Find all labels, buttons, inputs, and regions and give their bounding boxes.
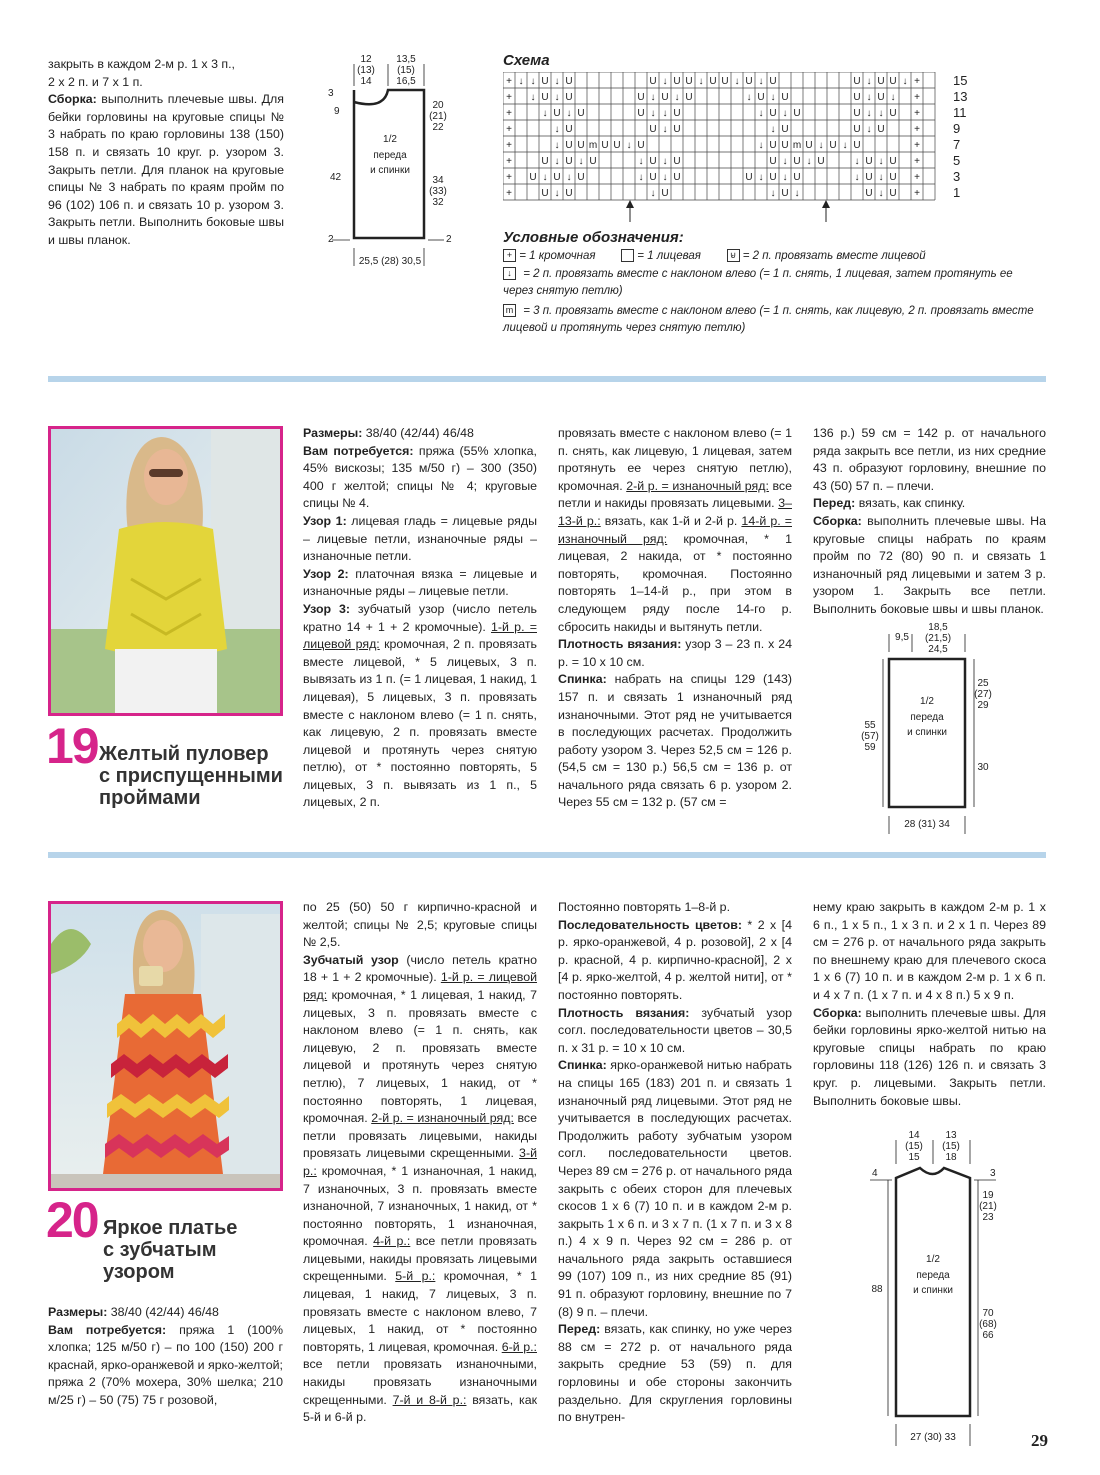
center-label: переда <box>916 1270 950 1281</box>
legend-row <box>503 303 1043 338</box>
center-label: и спинки <box>907 727 947 738</box>
scheme-title: Схема <box>503 52 550 69</box>
chart-cell-symbol: U <box>865 156 873 167</box>
center-label: переда <box>910 712 944 723</box>
chart-cell-symbol: U <box>565 92 573 103</box>
chart-cell-symbol: U <box>721 76 729 87</box>
rich-paragraph: Размеры: 38/40 (42/44) 46/48 Вам потребуется: пряжа 1 (100% хлопка; 125 м/50 г) – по 100 (150) 200 г краснай, ярко-оранжевой и ярко-желтой; пряжа 2 (70% мохера, 30% шелка; 210 м/25 г) – 50 (75) 75 г розовой, <box>48 1305 284 1407</box>
center-label: 1/2 <box>383 134 397 145</box>
dim-label: (15) <box>397 65 415 76</box>
repeat-arrow-icon <box>626 200 634 208</box>
chart-cell-symbol: ↓ <box>878 156 884 167</box>
chart-cell-symbol: ↓ <box>662 172 668 183</box>
rich-paragraph: нему краю закрыть в каждом 2-м р. 1 х 6 п., 1 х 5 п., 1 х 3 п. и 2 х 1 п. Через 89 см = 276 р. от начального ряда закрыть по внешнему краю для плечевого скоса 1 х 6 (7) 10 п. и в каждом 2-м р. 1 х 6 п. и 4 х 7 п. (1 х 7 п. и 4 х 8 п.) 5 х 9 п. Сборка: выполнить плечевые швы. Для бейки горловины ярко-желтой нитью на круговые спицы набрать по краю горловины 118 (126) 126 п. и связать 3 круг. р. лицевыми. Закрыть петли. Выполнить боковые швы. <box>813 900 1046 1108</box>
knitting-chart <box>503 72 973 222</box>
chart-cell-symbol: ↓ <box>794 188 800 199</box>
title-line: проймами <box>99 787 201 809</box>
dim-label: 19 <box>982 1190 994 1201</box>
chart-cell-symbol: ↓ <box>770 92 776 103</box>
chart-cell-symbol: U <box>673 108 681 119</box>
chart-cell-symbol: ↓ <box>638 172 644 183</box>
chart-cell-symbol: U <box>577 108 585 119</box>
chart-cell-symbol: U <box>853 92 861 103</box>
center-label: 1/2 <box>920 696 934 707</box>
dim-label: 18,5 <box>928 622 948 633</box>
chart-cell-symbol: ↓ <box>542 172 548 183</box>
chart-cell-symbol: U <box>685 92 693 103</box>
item-title <box>99 743 283 809</box>
chart-cell-symbol: ↓ <box>626 140 632 151</box>
chart-cell-symbol: ↓ <box>746 92 752 103</box>
page-number: 29 <box>1031 1430 1048 1450</box>
row-number: 9 <box>953 121 961 136</box>
item20-column-3 <box>813 899 1046 1110</box>
chart-cell-symbol: + <box>914 172 920 183</box>
chart-cell-symbol: ↓ <box>758 108 764 119</box>
chart-cell-symbol: ↓ <box>866 124 872 135</box>
chart-cell-symbol: + <box>914 140 920 151</box>
top-text-column <box>48 56 284 250</box>
rich-paragraph: 136 р.) 59 см = 142 р. от начального ряда закрыть все петли, из них средние 43 п. образуют горловину, внешние по 43 (50) 57 п. – плечи. Перед: вязать, как спинку. Сборка: выполнить плечевые швы. На круговые спицы набрать по краям пройм по 72 (80) 90 п. и связать 1 изнаночный ряд лицевыми и затем 3 р. узором 1. Закрыть все петли. Выполнить боковые швы и швы планок. <box>813 426 1046 616</box>
row-number: 5 <box>953 153 961 168</box>
row-number: 15 <box>953 73 968 88</box>
rich-paragraph: по 25 (50) 50 г кирпично-красной и желтой; спицы № 2,5; круговые спицы № 2,5. Зубчатый узор (число петель кратно 18 + 1 + 2 кромочные). 1-й р. = лицевой ряд: кромочная, * 1 лицевая, 1 накид, 7 лицевых, 3 п. провязать вместе с наклоном влево (= 1 п. снять, как лицевую, 2 п. провязать вместе лицевой и протянуть через снятую петлю), 7 лицевых, 1 накид, от * постоянно повторять, 1 лицевая, кромочная. 2-й р. = изнаночный ряд: все петли провязать лицевыми, накиды провязать лицевыми скрещенными. 3-й р.: кромочная, * 1 изнаночная, 1 накид, 7 изнаночных, 3 п. провязать вместе изнаночной, 7 изнаночных, 1 накид, от * постоянно повторять, 1 изнаночная, кромочная. 4-й р.: все петли провязать лицевыми, накиды провязать лицевыми скрещенными. 5-й р.: кромочная, * 1 лицевая, 1 накид, 7 лицевых, 3 п. провязать вместе с наклоном влево, 7 лицевых, 1 накид, от * постоянно повторять, 1 лицевая, кромочная. 6-й р.: все петли провязать изнаночными, накиды провязать изнаночными скрещенными. 7-й и 8-й р.: вязать, как 5-й и 6-й р. <box>303 900 538 1425</box>
dim-label: 25 <box>977 678 989 689</box>
chart-cell-symbol: U <box>889 76 897 87</box>
dim-label: (21) <box>429 111 447 122</box>
legend-text: = 2 п. провязать вместе лицевой <box>742 250 926 262</box>
dim-label: 14 <box>360 76 372 87</box>
dim-label: 2 <box>446 234 452 245</box>
knit-symbol-icon <box>621 249 634 262</box>
item19-column-2 <box>558 425 792 812</box>
chart-cell-symbol: ↓ <box>818 140 824 151</box>
item20-column-1 <box>303 899 537 1427</box>
dim-label: 14 <box>908 1130 920 1141</box>
chart-cell-symbol: ↓ <box>542 108 548 119</box>
chart-cell-symbol: U <box>529 172 537 183</box>
chart-cell-symbol: U <box>889 172 897 183</box>
item-title <box>103 1217 237 1283</box>
chart-cell-symbol: U <box>769 108 777 119</box>
dim-label: 59 <box>864 742 876 753</box>
chart-cell-symbol: ↓ <box>770 188 776 199</box>
dim-label: (21) <box>979 1201 997 1212</box>
chart-cell-symbol: U <box>793 108 801 119</box>
chart-cell-symbol: U <box>541 156 549 167</box>
chart-cell-symbol: U <box>661 188 669 199</box>
dim-label: 13,5 <box>396 54 416 65</box>
chart-cell-symbol: + <box>914 108 920 119</box>
chart-cell-symbol: U <box>853 108 861 119</box>
chart-cell-symbol: ↓ <box>770 124 776 135</box>
chart-cell-symbol: U <box>853 140 861 151</box>
chart-cell-symbol: U <box>649 156 657 167</box>
ssk-symbol-icon: ↓ <box>503 267 516 280</box>
center-label: и спинки <box>913 1285 953 1296</box>
dim-label: (33) <box>429 186 447 197</box>
product-photo-yellow-pullover <box>48 426 283 716</box>
dim-label: 32 <box>432 197 444 208</box>
dim-label: 20 <box>432 100 444 111</box>
chart-cell-symbol: ↓ <box>662 124 668 135</box>
chart-cell-symbol: U <box>565 140 573 151</box>
chart-cell-symbol: U <box>637 92 645 103</box>
sk2p-symbol-icon: m <box>503 304 516 317</box>
chart-cell-symbol: ↓ <box>782 156 788 167</box>
chart-cell-symbol: U <box>817 156 825 167</box>
chart-cell-symbol: ↓ <box>530 76 536 87</box>
chart-cell-symbol: U <box>889 156 897 167</box>
chart-cell-symbol: + <box>914 156 920 167</box>
dim-label: (15) <box>905 1141 923 1152</box>
dim-label: (13) <box>357 65 375 76</box>
title-line: Яркое платье <box>103 1217 238 1239</box>
chart-cell-symbol: m <box>588 140 598 151</box>
chart-cell-symbol: U <box>829 140 837 151</box>
rich-paragraph: Постоянно повторять 1–8-й р. Последовательность цветов: * 2 х [4 р. ярко-оранжевой, 4 р. розовой], 2 х [4 р. красной, 4 р. кирпично-красной], 2 х [4 р. ярко-желтой, 4 р. желтой нити], от * постоянно повторять. Плотность вязания: зубчатый узор согл. последовательности цветов – 30,5 п. х 31 р. = 10 х 10 см. Спинка: ярко-оранжевой нитью набрать на спицы 165 (183) 201 п. и связать 1 изнаночный ряд лицевыми. Этот ряд не учитывается в последующих расчетах. Продолжить работу зубчатым узором согл. последовательности цветов. Через 89 см = 276 р. от начального ряда закрыть с обеих сторон для плечевых скосов 1 х 6 (7) 10 п. и в каждом 2-м р. закрыть 1 х 6 п. и 3 х 7 п. (1 х 7 п. и 3 х 8 п.) 4 х 9 п. Через 92 см = 286 р. от начального ряда закрыть оставшиеся 99 (107) 109 п., из них средние 85 (91) 91 п. образуют горловину, внешние по 7 (8) 9 п. – плечи. Перед: вязать, как спинку, но уже через 88 см = 272 р. от начального ряда закрыть средние 53 (59) п. для горловины и обе стороны закончить раздельно. Для скругления горловины по внутрен- <box>558 900 793 1425</box>
chart-cell-symbol: + <box>914 92 920 103</box>
chart-cell-symbol: ↓ <box>734 76 740 87</box>
chart-cell-symbol: ↓ <box>806 156 812 167</box>
dim-label: (68) <box>979 1319 997 1330</box>
chart-cell-symbol: ↓ <box>554 188 560 199</box>
chart-cell-symbol: + <box>914 188 920 199</box>
chart-cell-symbol: U <box>745 172 753 183</box>
chart-cell-symbol: ↓ <box>866 76 872 87</box>
rich-paragraph: Сборка: выполнить плечевые швы. Для бейки горловины на круговые спицы № 3 набрать по краю горловины 138 (150) 158 п. и связать 10 круг. р. узором 3. Закрыть петли. Для планок на круговые спицы № 3 набрать по краям пройм по 96 (102) 106 п. и связать 10 р. узором 3. Закрыть петли. Выполнить боковые швы и швы планок. <box>48 92 284 247</box>
item-number: 20 <box>46 1192 98 1248</box>
dim-label: 34 <box>432 175 444 186</box>
top-pattern-diagram <box>320 52 460 272</box>
dim-label: 3 <box>328 88 334 99</box>
dim-label: 18 <box>945 1152 957 1163</box>
chart-cell-symbol: ↓ <box>902 76 908 87</box>
item20-pattern-diagram <box>860 1128 1010 1448</box>
chart-cell-symbol: ↓ <box>758 76 764 87</box>
chart-cell-symbol: ↓ <box>674 92 680 103</box>
chart-cell-symbol: ↓ <box>842 140 848 151</box>
item20-column-2 <box>558 899 792 1427</box>
chart-cell-symbol: U <box>541 92 549 103</box>
chart-cell-symbol: ↓ <box>854 172 860 183</box>
chart-cell-symbol: U <box>613 140 621 151</box>
yellow-pullover-illustration <box>51 429 280 713</box>
chart-cell-symbol: U <box>553 108 561 119</box>
chart-cell-symbol: U <box>853 124 861 135</box>
legend-row <box>503 248 1043 266</box>
section-divider <box>48 852 1046 858</box>
chart-cell-symbol: U <box>637 108 645 119</box>
chart-cell-symbol: U <box>661 92 669 103</box>
item20-column-0 <box>48 1304 283 1410</box>
chart-cell-symbol: U <box>877 76 885 87</box>
center-label: переда <box>373 150 407 161</box>
chart-cell-symbol: + <box>914 124 920 135</box>
chart-cell-symbol: U <box>865 172 873 183</box>
dim-label: (57) <box>861 731 879 742</box>
chart-cell-symbol: + <box>506 172 512 183</box>
chart-cell-symbol: U <box>673 172 681 183</box>
item19-column-3 <box>813 425 1046 619</box>
chart-cell-symbol: U <box>541 188 549 199</box>
chart-cell-symbol: ↓ <box>782 172 788 183</box>
chart-cell-symbol: ↓ <box>854 156 860 167</box>
chart-cell-symbol: U <box>673 124 681 135</box>
legend-text: = 1 кромочная <box>519 250 596 262</box>
legend-text: = 2 п. провязать вместе с наклоном влево (= 1 п. снять, 1 лицевая, затем протянуть ее через снятую петлю) <box>503 267 1013 297</box>
chart-cell-symbol: U <box>889 188 897 199</box>
dim-label: 88 <box>871 1284 883 1295</box>
edge-symbol-icon: + <box>503 249 516 262</box>
chart-cell-symbol: ↓ <box>566 172 572 183</box>
chart-cell-symbol: U <box>781 124 789 135</box>
center-label: и спинки <box>370 165 410 176</box>
k2tog-symbol-icon: ⊌ <box>727 249 740 262</box>
chart-cell-symbol: ↓ <box>878 188 884 199</box>
chart-cell-symbol: ↓ <box>698 76 704 87</box>
chart-cell-symbol: U <box>769 172 777 183</box>
dim-label: (15) <box>942 1141 960 1152</box>
repeat-arrow-icon <box>822 200 830 208</box>
title-line: с приспущенными <box>99 765 283 787</box>
chart-cell-symbol: U <box>769 156 777 167</box>
dim-label: 22 <box>432 122 444 133</box>
rich-paragraph: 2 х 2 п. и 7 х 1 п. <box>48 74 143 89</box>
chart-cell-symbol: ↓ <box>758 172 764 183</box>
chart-cell-symbol: U <box>685 76 693 87</box>
chart-cell-symbol: ↓ <box>650 188 656 199</box>
title-line: с зубчатым <box>103 1239 217 1261</box>
dim-label: 4 <box>872 1168 878 1179</box>
chart-cell-symbol: U <box>781 140 789 151</box>
row-number: 1 <box>953 185 961 200</box>
chart-cell-symbol: U <box>865 188 873 199</box>
center-label: 1/2 <box>926 1254 940 1265</box>
chart-cell-symbol: U <box>769 140 777 151</box>
chart-cell-symbol: ↓ <box>554 140 560 151</box>
chart-cell-symbol: ↓ <box>518 76 524 87</box>
legend-row <box>503 266 1043 301</box>
chart-cell-symbol: ↓ <box>638 156 644 167</box>
dim-label: 42 <box>330 172 342 183</box>
rich-paragraph: закрыть в каждом 2-м р. 1 х 3 п., <box>48 57 235 71</box>
rich-paragraph: провязать вместе с наклоном влево (= 1 п. снять, как лицевую, 1 лицевая, затем протянуть ее через снятую петлю), кромочная. 2-й р. = изнаночный ряд: все петли и накиды провязать лицевыми. 3–13-й р.: вязать, как 1-й и 2-й р. 14-й р. = изнаночный ряд: кромочная, * 1 лицевая, 2 накида, от * постоянно повторять, кромочная. Постоянно повторять 1–14-й р., при этом в следующем ряду после 14-го р. сбросить накиды и вытянуть петли. Плотность вязания: узор 3 – 23 п. х 24 р. = 10 х 10 см. Спинка: набрать на спицы 129 (143) 157 п. и связать 1 изнаночный ряд изнаночными. Этот ряд не учитывается в последующих расчетах. Продолжить работу узором 3. Через 52,5 см = 126 р. (54,5 см = 130 р.) 56,5 см = 136 р. от начального ряда связать 6 р. узором 2. Через 55 см = 132 р. (57 см = <box>558 426 792 810</box>
chart-cell-symbol: U <box>745 76 753 87</box>
chart-cell-symbol: + <box>506 92 512 103</box>
dim-label: 3 <box>990 1168 996 1179</box>
chart-cell-symbol: ↓ <box>878 108 884 119</box>
chart-cell-symbol: U <box>781 188 789 199</box>
item-number: 19 <box>46 718 98 774</box>
dim-label: 66 <box>982 1330 994 1341</box>
chart-cell-symbol: ↓ <box>650 108 656 119</box>
chart-cell-symbol: U <box>565 76 573 87</box>
rich-paragraph: Размеры: 38/40 (42/44) 46/48 Вам потребуется: пряжа (55% хлопка, 45% вискозы; 135 м/50 г) – 300 (350) 400 г желтой; спицы № 4; круговые спицы № 4. Узор 1: лицевая гладь = лицевые ряды – лицевые петли, изнаночные ряды – изнаночные петли. Узор 2: платочная вязка = лицевые и изнаночные ряды – лицевые петли. Узор 3: зубчатый узор (число петель кратно 14 + 1 + 2 кромочные). 1-й р. = лицевой ряд: кромочная, 2 п. провязать вместе лицевой, * 5 лицевых, 3 п. вывязать из 1 п. (= 1 лицевая, 1 накид, 1 лицевая), 5 лицевых, 3 п. провязать вместе с наклоном влево (= 1 п. снять, как лицевую, 2 п. провязать вместе лицевой и протянуть через снятую петлю), от * постоянно повторять, 5 лицевых, 3 п. вывязать из 1 п., 5 лицевых, 2 п. <box>303 426 538 810</box>
row-number: 11 <box>953 105 967 120</box>
chart-cell-symbol: U <box>793 172 801 183</box>
dim-label: 16,5 <box>396 76 416 87</box>
chart-cell-symbol: U <box>781 92 789 103</box>
legend-block <box>503 248 1043 338</box>
title-line: узором <box>103 1261 175 1283</box>
chart-cell-symbol: ↓ <box>554 92 560 103</box>
chart-cell-symbol: + <box>506 76 512 87</box>
chart-cell-symbol: ↓ <box>782 108 788 119</box>
row-number: 3 <box>953 169 961 184</box>
chart-cell-symbol: U <box>649 172 657 183</box>
chart-cell-symbol: ↓ <box>758 140 764 151</box>
chart-cell-symbol: ↓ <box>662 76 668 87</box>
chart-cell-symbol: U <box>541 76 549 87</box>
row-number: 13 <box>953 89 968 104</box>
legend-text: = 3 п. провязать вместе с наклоном влево (= 1 п. снять, как лицевую, 2 п. провязать вместе лицевой и протянуть через снятую петлю) <box>503 304 1034 334</box>
dim-label: 29 <box>977 700 989 711</box>
chart-cell-symbol: U <box>589 156 597 167</box>
chart-cell-symbol: U <box>553 172 561 183</box>
chart-cell-symbol: U <box>877 124 885 135</box>
chart-cell-symbol: ↓ <box>554 76 560 87</box>
dim-label: 70 <box>982 1308 994 1319</box>
chart-cell-symbol: ↓ <box>650 92 656 103</box>
legend-text: = 1 лицевая <box>637 250 701 262</box>
chart-cell-symbol: ↓ <box>878 172 884 183</box>
chart-cell-symbol: ↓ <box>866 108 872 119</box>
legend-title: Условные обозначения: <box>503 229 684 246</box>
dim-label: (21,5) <box>924 633 952 644</box>
chart-cell-symbol: U <box>709 76 717 87</box>
chart-cell-symbol: ↓ <box>554 124 560 135</box>
dim-label: 9,5 <box>895 632 909 643</box>
chart-cell-symbol: U <box>769 76 777 87</box>
chart-cell-symbol: + <box>506 156 512 167</box>
chart-cell-symbol: m <box>792 140 802 151</box>
dim-label: 25,5 (28) 30,5 <box>358 256 422 267</box>
row-number: 7 <box>953 137 961 152</box>
chart-cell-symbol: + <box>506 140 512 151</box>
chart-cell-symbol: ↓ <box>554 156 560 167</box>
dim-label: 12 <box>360 54 372 65</box>
chart-cell-symbol: U <box>889 108 897 119</box>
dim-label: 9 <box>334 106 340 117</box>
chart-cell-symbol: ↓ <box>530 92 536 103</box>
chart-cell-symbol: U <box>793 156 801 167</box>
dim-label: 23 <box>982 1212 994 1223</box>
chart-cell-symbol: ↓ <box>866 92 872 103</box>
chart-cell-symbol: U <box>673 156 681 167</box>
dim-label: 15 <box>908 1152 920 1163</box>
chart-cell-symbol: U <box>637 140 645 151</box>
dim-label: (27) <box>974 689 992 700</box>
chart-cell-symbol: U <box>853 76 861 87</box>
chart-symbols <box>506 76 920 199</box>
item19-pattern-diagram <box>850 620 1010 835</box>
dim-label: 2 <box>328 234 334 245</box>
chart-cell-symbol: U <box>757 92 765 103</box>
chart-cell-symbol: U <box>877 92 885 103</box>
chart-cell-symbol: ↓ <box>662 108 668 119</box>
chart-cell-symbol: U <box>565 156 573 167</box>
chart-cell-symbol: ↓ <box>566 108 572 119</box>
chart-cell-symbol: U <box>577 140 585 151</box>
chart-cell-symbol: + <box>506 124 512 135</box>
chart-cell-symbol: U <box>649 76 657 87</box>
title-line: Желтый пуловер <box>99 743 269 765</box>
chart-cell-symbol: U <box>673 76 681 87</box>
dim-label: 24,5 <box>928 644 948 655</box>
dim-label: 55 <box>864 720 876 731</box>
chart-cell-symbol: ↓ <box>890 92 896 103</box>
chart-cell-symbol: U <box>649 124 657 135</box>
chart-cell-symbol: U <box>565 188 573 199</box>
dim-label: 30 <box>977 762 989 773</box>
zigzag-dress-illustration <box>51 904 280 1188</box>
chart-cell-symbol: U <box>565 124 573 135</box>
chart-cell-symbol: + <box>506 108 512 119</box>
dim-label: 13 <box>945 1130 957 1141</box>
chart-cell-symbol: + <box>506 188 512 199</box>
chart-cell-symbol: ↓ <box>662 156 668 167</box>
chart-cell-symbol: U <box>805 140 813 151</box>
product-photo-bright-dress <box>48 901 283 1191</box>
item19-column-1 <box>303 425 537 812</box>
chart-cell-symbol: + <box>914 76 920 87</box>
chart-cell-symbol: ↓ <box>578 156 584 167</box>
chart-cell-symbol: U <box>601 140 609 151</box>
section-divider <box>48 376 1046 382</box>
dim-label: 28 (31) 34 <box>904 819 950 830</box>
chart-cell-symbol: U <box>577 172 585 183</box>
dim-label: 27 (30) 33 <box>910 1432 956 1443</box>
